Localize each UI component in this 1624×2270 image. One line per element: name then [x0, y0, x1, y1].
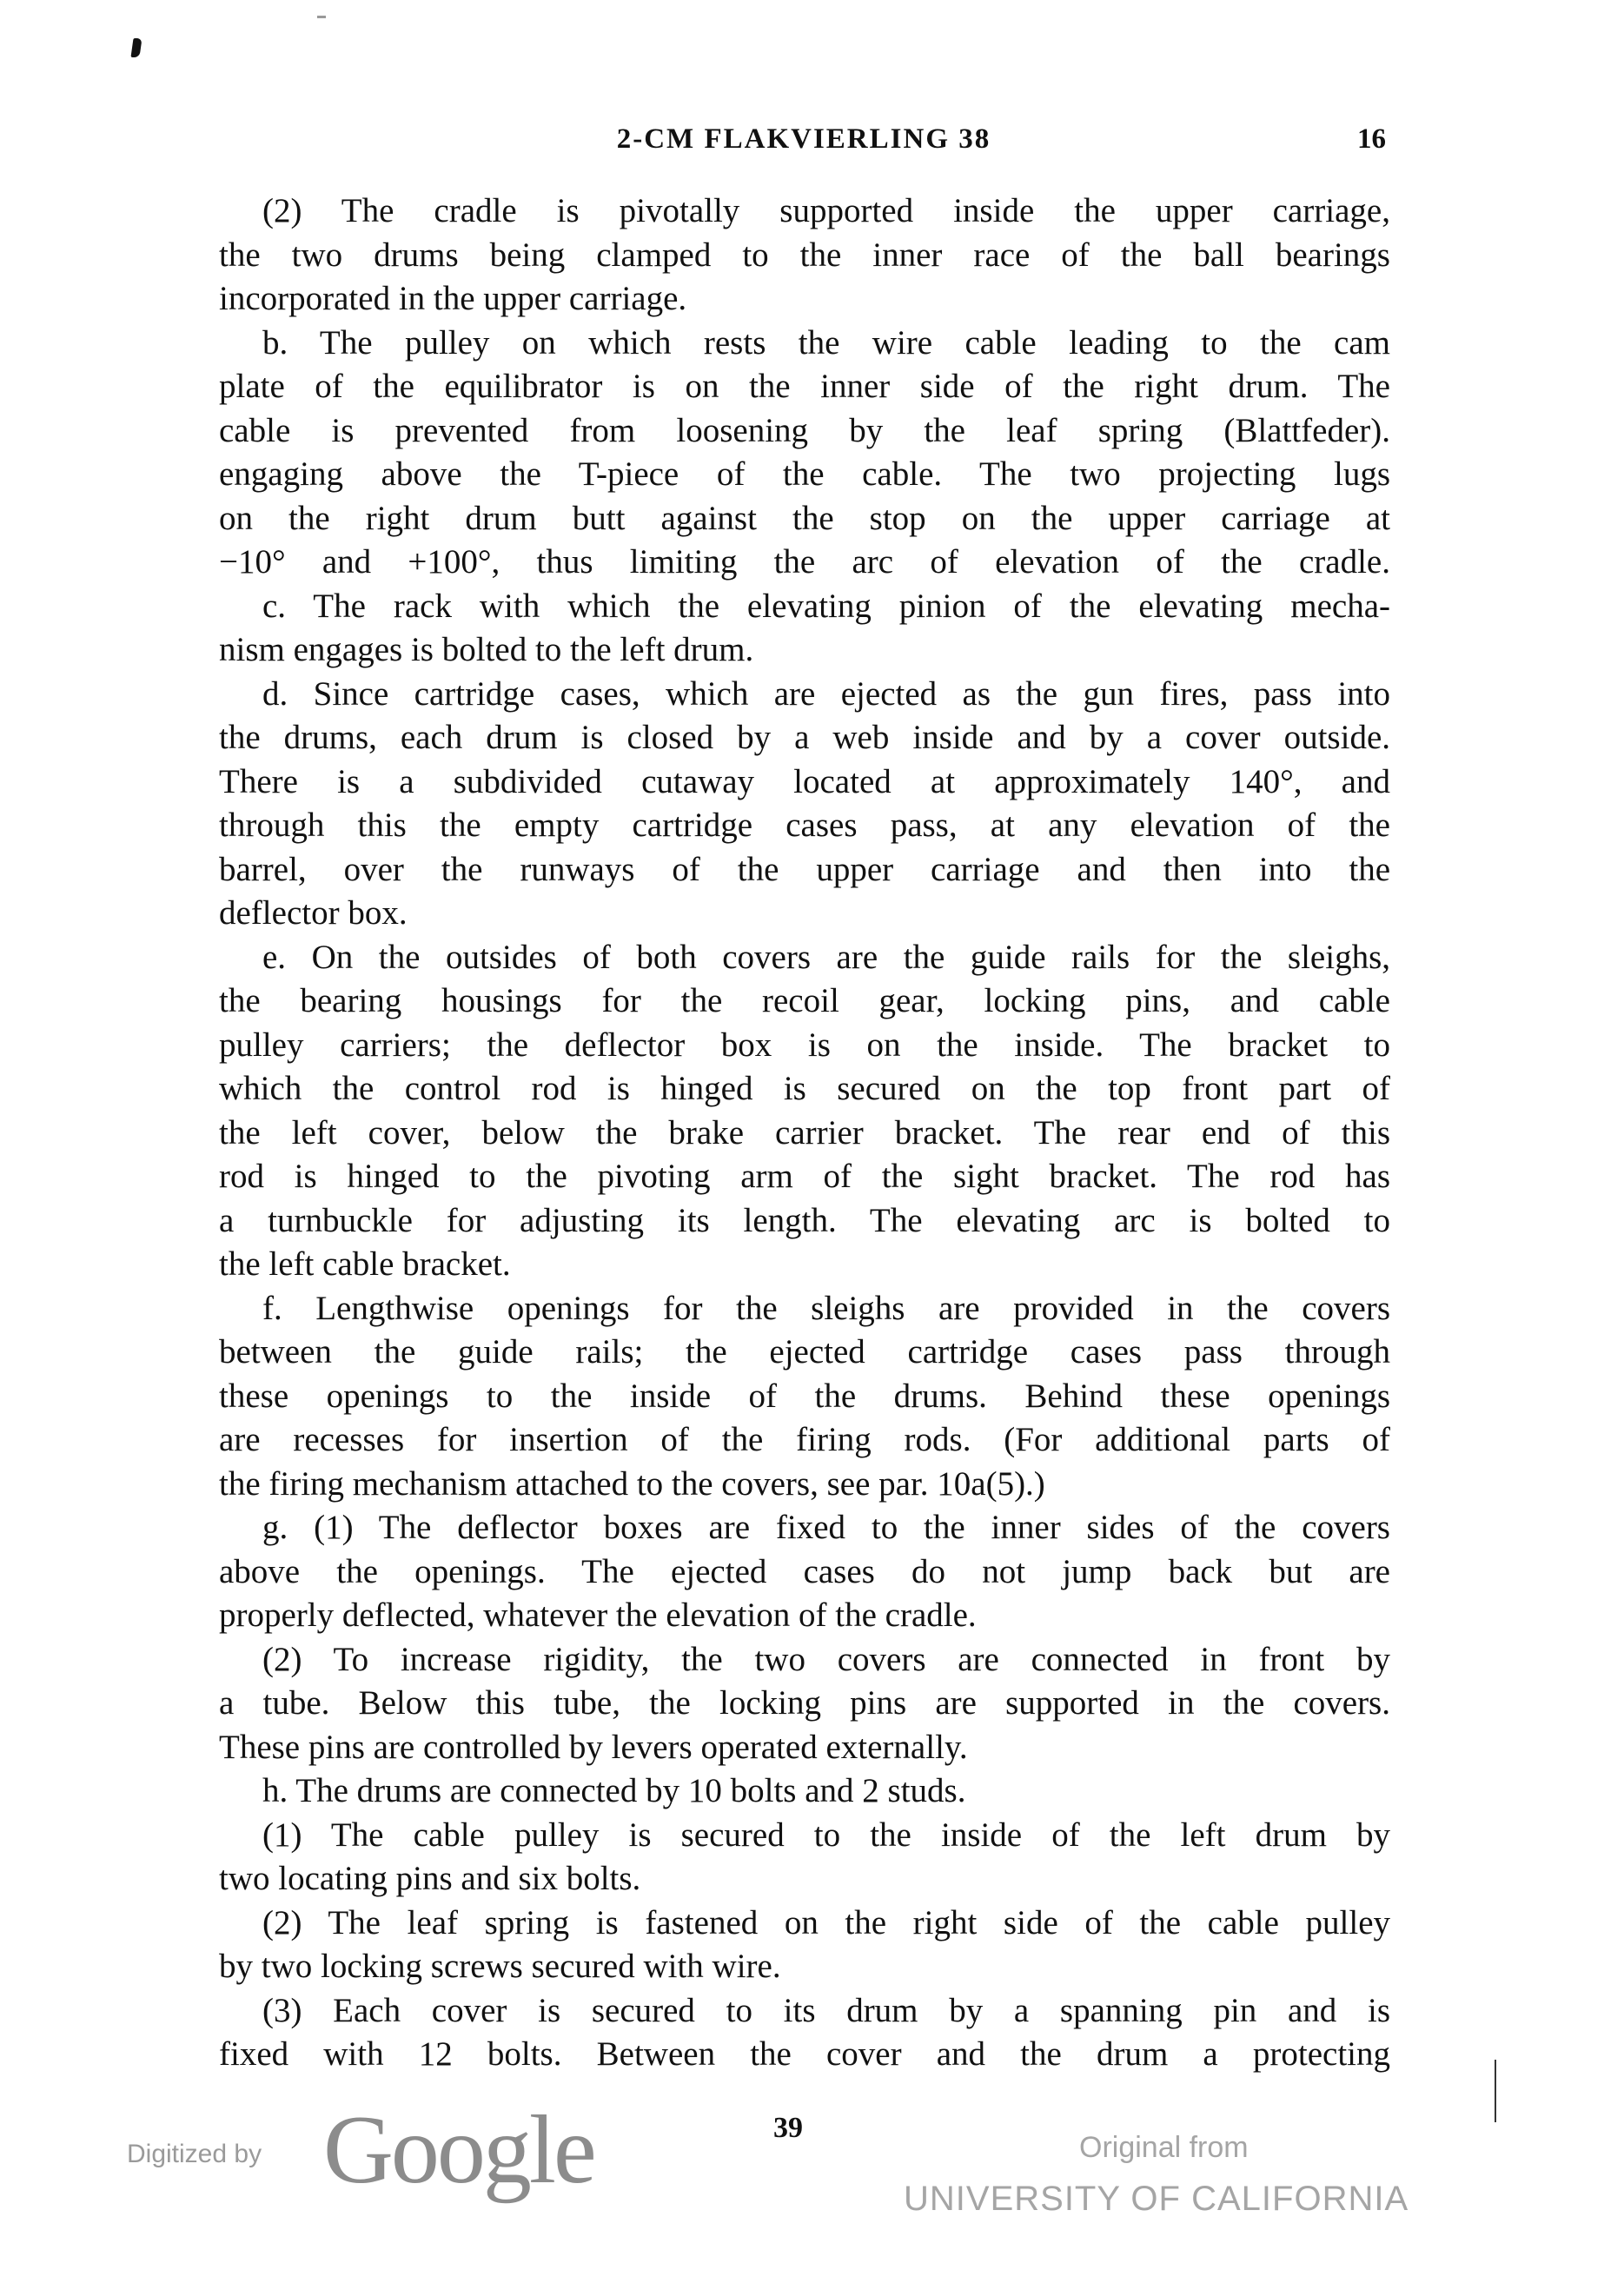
text-line: (2) The cradle is pivotally supported inside the upper carriage, — [262, 192, 1390, 229]
scan-edge-line — [1495, 2060, 1496, 2122]
text-line: these openings to the inside of the drums. Behind these openings — [219, 1377, 1390, 1415]
text-line: between the guide rails; the ejected cartridge cases pass through — [219, 1333, 1390, 1371]
text-line: through this the empty cartridge cases pass, at any elevation of the — [219, 806, 1390, 844]
text-line: are recesses for insertion of the firing rods. (For additional parts of — [219, 1421, 1390, 1458]
running-title: 2-CM FLAKVIERLING 38 — [616, 123, 991, 155]
text-line: the left cable bracket. — [219, 1245, 511, 1283]
text-line: the left cover, below the brake carrier bracket. The rear end of this — [219, 1113, 1390, 1152]
text-line: a turnbuckle for adjusting its length. The elevating arc is bolted to — [219, 1201, 1390, 1239]
scan-mark — [130, 38, 142, 57]
google-logo: Google — [323, 2096, 594, 2204]
text-line: b. The pulley on which rests the wire cable leading to the cam — [262, 323, 1390, 362]
text-line: fixed with 12 bolts. Between the cover and the drum a protecting — [219, 2035, 1390, 2073]
text-line: h. The drums are connected by 10 bolts and 2 studs. — [262, 1772, 966, 1809]
text-line: which the control rod is hinged is secured on the top front part of — [219, 1070, 1390, 1107]
text-line: deflector box. — [219, 894, 408, 932]
page-header — [222, 123, 1386, 167]
original-from-label: Original from — [1079, 2131, 1249, 2164]
university-label: UNIVERSITY OF CALIFORNIA — [904, 2180, 1409, 2218]
text-line: above the openings. The ejected cases do not jump back but are — [219, 1552, 1390, 1590]
scan-dash — [317, 16, 326, 18]
text-line: two locating pins and six bolts. — [219, 1860, 641, 1897]
text-line: nism engages is bolted to the left drum. — [219, 631, 754, 668]
text-line: on the right drum butt against the stop on the upper carriage at — [219, 499, 1390, 537]
body-text — [219, 189, 1390, 2077]
text-line: by two locking screws secured with wire. — [219, 1948, 781, 1985]
text-line: incorporated in the upper carriage. — [219, 280, 687, 317]
text-line: a tube. Below this tube, the locking pins are supported in the covers. — [219, 1684, 1390, 1722]
text-line: (2) To increase rigidity, the two covers are connected in front by — [262, 1640, 1390, 1678]
text-line: e. On the outsides of both covers are the guide rails for the sleighs, — [262, 938, 1390, 976]
digitized-by-label: Digitized by — [127, 2140, 262, 2168]
text-line: (3) Each cover is secured to its drum by a spanning pin and is — [262, 1991, 1390, 2029]
text-line: pulley carriers; the deflector box is on the inside. The bracket to — [219, 1025, 1390, 1064]
text-line: (2) The leaf spring is fastened on the right side of the cable pulley — [262, 1903, 1390, 1941]
text-line: f. Lengthwise openings for the sleighs are provided in the covers — [262, 1289, 1390, 1327]
text-line: −10° and +100°, thus limiting the arc of elevation of the cradle. — [219, 543, 1390, 581]
text-line: properly deflected, whatever the elevation of the cradle. — [219, 1596, 977, 1634]
text-line: cable is prevented from loosening by the leaf spring (Blattfeder). — [219, 411, 1390, 449]
text-line: the firing mechanism attached to the covers, see par. 10a(5).) — [219, 1464, 1045, 1503]
text-line: the two drums being clamped to the inner race of the ball bearings — [219, 236, 1390, 274]
text-line: the drums, each drum is closed by a web inside and by a cover outside. — [219, 719, 1390, 756]
text-line: c. The rack with which the elevating pinion of the elevating mecha- — [262, 587, 1390, 625]
text-line: engaging above the T-piece of the cable. The two projecting lugs — [219, 455, 1390, 493]
text-line: d. Since cartridge cases, which are ejected as the gun fires, pass into — [262, 674, 1390, 713]
page-number: 16 — [1357, 123, 1386, 155]
footer-page-number: 39 — [773, 2112, 803, 2144]
text-line: There is a subdivided cutaway located at approximately 140°, and — [219, 762, 1390, 800]
text-line: These pins are controlled by levers operated externally. — [219, 1728, 968, 1766]
text-line: barrel, over the runways of the upper carriage and then into the — [219, 850, 1390, 888]
text-line: rod is hinged to the pivoting arm of the sight bracket. The rod has — [219, 1158, 1390, 1195]
text-line: plate of the equilibrator is on the inner side of the right drum. The — [219, 368, 1390, 405]
text-line: g. (1) The deflector boxes are fixed to the inner sides of the covers — [262, 1509, 1390, 1546]
text-line: (1) The cable pulley is secured to the inside of the left drum by — [262, 1815, 1390, 1854]
text-line: the bearing housings for the recoil gear, locking pins, and cable — [219, 982, 1390, 1019]
